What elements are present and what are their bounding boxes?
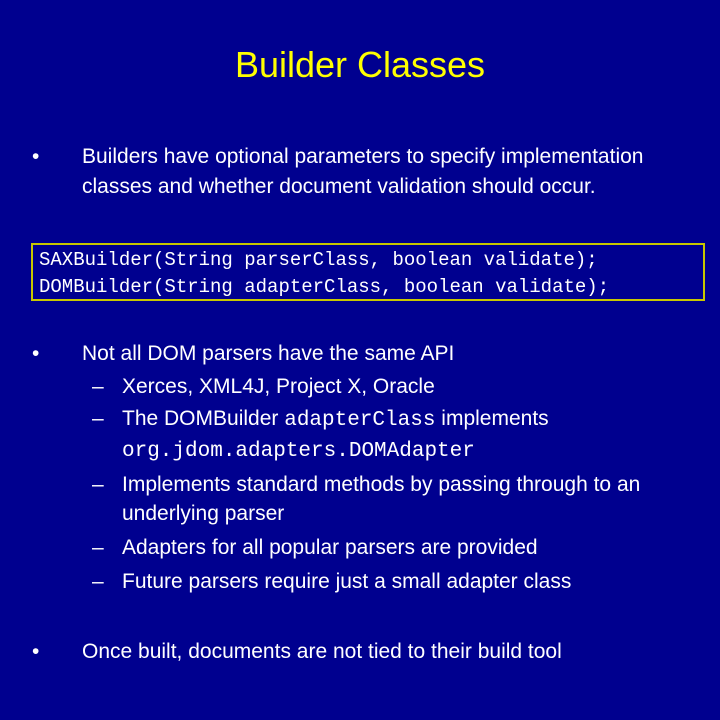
dash-marker: – bbox=[92, 536, 104, 559]
bullet-text: Not all DOM parsers have the same API bbox=[82, 342, 455, 365]
bullet-marker: • bbox=[32, 145, 40, 168]
dash-marker: – bbox=[92, 570, 104, 593]
code-adapterclass: adapterClass bbox=[284, 409, 436, 432]
code-line-saxbuilder: SAXBuilder(String parserClass, boolean validate); bbox=[39, 249, 598, 271]
code-line-dombuilder: DOMBuilder(String adapterClass, boolean validate); bbox=[39, 276, 610, 298]
subitem-text bbox=[122, 404, 692, 466]
bullet-documents-not-tied bbox=[32, 637, 692, 667]
bullet-dom-parsers bbox=[32, 339, 692, 369]
slide-title: Builder Classes bbox=[234, 44, 486, 85]
subitem-text: Future parsers require just a small adapter class bbox=[122, 570, 572, 593]
dash-marker: – bbox=[92, 375, 104, 398]
code-block bbox=[31, 243, 705, 301]
subitem-text: Implements standard methods by passing through to an underlying parser bbox=[122, 473, 641, 525]
dash-marker: – bbox=[92, 407, 104, 430]
subitem-text-post: implements bbox=[435, 407, 549, 430]
dash-marker: – bbox=[92, 473, 104, 496]
subitem-text: Adapters for all popular parsers are provided bbox=[122, 536, 538, 559]
bullet-text: Builders have optional parameters to specify implementation classes and whether document validation should occur. bbox=[82, 145, 644, 198]
subitem-text: Xerces, XML4J, Project X, Oracle bbox=[122, 375, 435, 398]
bullet-marker: • bbox=[32, 640, 40, 663]
bullet-text: Once built, documents are not tied to their build tool bbox=[82, 640, 562, 663]
code-domadapter: org.jdom.adapters.DOMAdapter bbox=[122, 440, 475, 463]
bullet-marker: • bbox=[32, 342, 40, 365]
bullet-builders-params bbox=[32, 142, 692, 234]
subitem-text-pre: The DOMBuilder bbox=[122, 407, 285, 430]
